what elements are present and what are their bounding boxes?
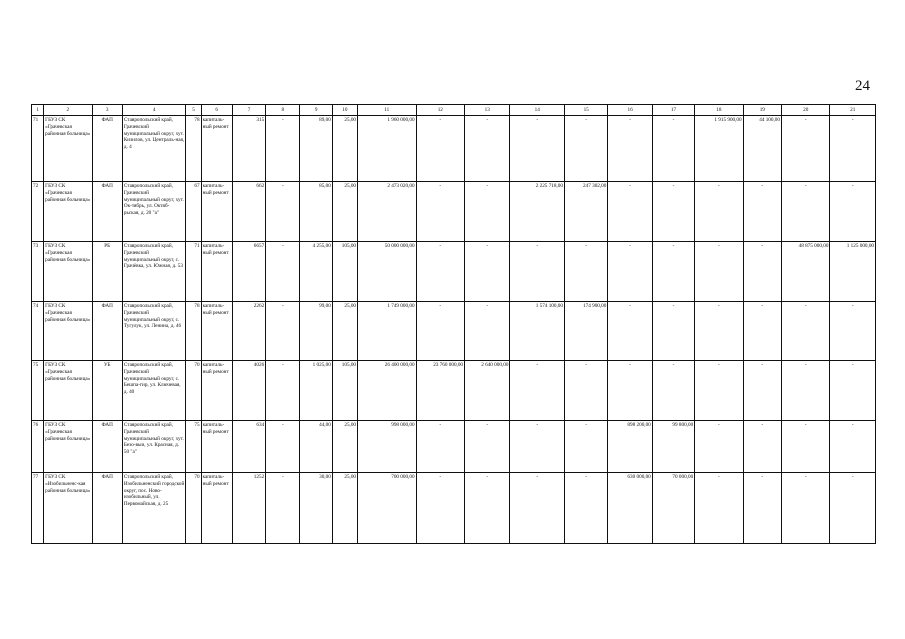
table-cell: 662 xyxy=(232,182,265,242)
table-cell: - xyxy=(416,116,464,182)
table-cell: 25,00 xyxy=(332,182,357,242)
table-cell: - xyxy=(266,242,300,302)
table-cell: - xyxy=(830,473,876,544)
col-header: 10 xyxy=(332,105,357,116)
table-cell: 247 302,00 xyxy=(564,182,607,242)
table-cell: 1252 xyxy=(232,473,265,544)
table-cell: 4026 xyxy=(232,361,265,421)
col-header: 17 xyxy=(652,105,694,116)
table-cell: ФАП xyxy=(92,473,122,544)
table-cell: ФАП xyxy=(92,302,122,361)
table-cell: - xyxy=(564,242,607,302)
table-cell: 26 400 000,00 xyxy=(358,361,417,421)
table-cell: - xyxy=(266,182,300,242)
table-cell: - xyxy=(695,302,743,361)
table-cell: - xyxy=(510,421,565,473)
table-cell: ГБУЗ СК «Грачевская районная больница» xyxy=(44,242,92,302)
table-cell: 630 000,00 xyxy=(608,473,652,544)
table-cell: 25,00 xyxy=(332,116,357,182)
col-header: 19 xyxy=(743,105,781,116)
col-header: 12 xyxy=(416,105,464,116)
table-cell: - xyxy=(830,361,876,421)
table-cell: 174 900,00 xyxy=(564,302,607,361)
table-cell: капиталь-ный ремонт xyxy=(201,421,232,473)
table-cell: 78 xyxy=(186,116,201,182)
table-cell: капиталь-ный ремонт xyxy=(201,242,232,302)
table-cell: ФАП xyxy=(92,116,122,182)
table-cell: 1 960 000,00 xyxy=(358,116,417,182)
table-cell: капиталь-ный ремонт xyxy=(201,116,232,182)
table-cell: 2 473 020,00 xyxy=(358,182,417,242)
table-cell: - xyxy=(608,361,652,421)
table-cell: - xyxy=(743,361,781,421)
table-cell: - xyxy=(743,182,781,242)
table-cell: 72 xyxy=(32,182,44,242)
table-cell: Ставропольский край, Грачевский муниципальный округ, хут. Безо-выи, ул. Красная, д. 50 "а" xyxy=(122,421,186,473)
data-table xyxy=(31,104,876,544)
table-cell: ФАП xyxy=(92,182,122,242)
table-cell: 77 xyxy=(32,473,44,544)
table-row xyxy=(32,302,876,361)
table-cell: 74 xyxy=(32,302,44,361)
table-cell: - xyxy=(416,242,464,302)
table-cell: - xyxy=(652,302,694,361)
table-cell: 85,00 xyxy=(300,182,332,242)
table-cell: 25,00 xyxy=(332,421,357,473)
table-cell: капиталь-ный ремонт xyxy=(201,361,232,421)
table-cell: 25,00 xyxy=(332,473,357,544)
table-cell: - xyxy=(465,242,510,302)
table-cell: 44 100,00 xyxy=(743,116,781,182)
table-cell: 71 xyxy=(32,116,44,182)
table-cell: - xyxy=(266,421,300,473)
table-cell: 70 xyxy=(186,361,201,421)
table-cell: 1 915 900,00 xyxy=(695,116,743,182)
table-cell: - xyxy=(695,182,743,242)
col-header: 11 xyxy=(358,105,417,116)
table-cell: 6657 xyxy=(232,242,265,302)
col-header: 3 xyxy=(92,105,122,116)
table-cell: - xyxy=(416,182,464,242)
table-cell: - xyxy=(781,302,829,361)
table-cell: 1 574 100,00 xyxy=(510,302,565,361)
table-cell: - xyxy=(266,116,300,182)
table-row xyxy=(32,182,876,242)
table-row xyxy=(32,473,876,544)
col-header: 13 xyxy=(465,105,510,116)
table-cell: - xyxy=(743,242,781,302)
col-header: 16 xyxy=(608,105,652,116)
table-cell: - xyxy=(608,116,652,182)
table-cell: 78 xyxy=(186,302,201,361)
table-cell: - xyxy=(465,302,510,361)
col-header: 18 xyxy=(695,105,743,116)
table-cell: 700 000,00 xyxy=(358,473,417,544)
table-cell: - xyxy=(781,361,829,421)
table-cell: ГБУЗ СК «Грачевская районная больница» xyxy=(44,302,92,361)
table-cell: - xyxy=(564,421,607,473)
table-row xyxy=(32,242,876,302)
table-cell: ГБУЗ СК «Изобильненс-кая районная больница» xyxy=(44,473,92,544)
table-cell: - xyxy=(266,302,300,361)
table-cell: 315 xyxy=(232,116,265,182)
table-cell: - xyxy=(652,361,694,421)
table-cell: Ставропольский край, Грачевский муниципальный округ, хут. Кизилов, ул. Централь-ная, д. 4 xyxy=(122,116,186,182)
col-header: 20 xyxy=(781,105,829,116)
table-cell: 998 000,00 xyxy=(358,421,417,473)
table-cell: ГБУЗ СК «Грачевская районная больница» xyxy=(44,116,92,182)
table-cell: 50 000 000,00 xyxy=(358,242,417,302)
table-cell: - xyxy=(695,421,743,473)
table-cell: - xyxy=(416,421,464,473)
table-cell: 75 xyxy=(186,421,201,473)
table-cell: - xyxy=(695,473,743,544)
table-cell: 105,00 xyxy=(332,242,357,302)
table-cell: 23 760 000,00 xyxy=(416,361,464,421)
table-cell: - xyxy=(608,182,652,242)
table-cell: 75 xyxy=(32,361,44,421)
table-cell: - xyxy=(695,242,743,302)
table-cell: - xyxy=(830,302,876,361)
table-cell: 634 xyxy=(232,421,265,473)
col-header: 2 xyxy=(44,105,92,116)
page-number: 24 xyxy=(855,78,870,94)
col-header: 21 xyxy=(830,105,876,116)
table-cell: 73 xyxy=(32,242,44,302)
table-cell: 71 xyxy=(186,242,201,302)
col-header: 14 xyxy=(510,105,565,116)
table-cell: - xyxy=(564,473,607,544)
col-header: 7 xyxy=(232,105,265,116)
table-cell: 1 025,00 xyxy=(300,361,332,421)
table-cell: - xyxy=(465,182,510,242)
table-cell: - xyxy=(608,242,652,302)
table-cell: 105,00 xyxy=(332,361,357,421)
table-cell: 898 200,00 xyxy=(608,421,652,473)
col-header: 9 xyxy=(300,105,332,116)
table-cell: - xyxy=(266,361,300,421)
col-header: 8 xyxy=(266,105,300,116)
col-header: 5 xyxy=(186,105,201,116)
table-cell: УБ xyxy=(92,361,122,421)
table-cell: - xyxy=(695,361,743,421)
table-cell: капиталь-ный ремонт xyxy=(201,182,232,242)
col-header: 4 xyxy=(122,105,186,116)
table-cell: - xyxy=(465,473,510,544)
table-cell: - xyxy=(743,421,781,473)
table-cell: 67 xyxy=(186,182,201,242)
table-cell: - xyxy=(266,473,300,544)
table-cell: - xyxy=(416,473,464,544)
table-cell: РБ xyxy=(92,242,122,302)
table-cell: - xyxy=(781,116,829,182)
table-cell: - xyxy=(416,302,464,361)
table-cell: 70 000,00 xyxy=(652,473,694,544)
table-cell: Ставропольский край, Грачевский муниципальный округ, с. Тугулук, ул. Ленина, д. 46 xyxy=(122,302,186,361)
table-cell: - xyxy=(781,182,829,242)
table-cell: ГБУЗ СК «Грачевская районная больница» xyxy=(44,421,92,473)
table-row xyxy=(32,361,876,421)
table-cell: Ставропольский край, Изобильненский городской округ, пос. Ново-изобильный, ул. Первомайская, д. 25 xyxy=(122,473,186,544)
col-header: 15 xyxy=(564,105,607,116)
table-cell: 2 225 718,00 xyxy=(510,182,565,242)
header-row xyxy=(32,105,876,116)
table-cell: ГБУЗ СК «Грачевская районная больница» xyxy=(44,182,92,242)
table-cell: 1 749 000,00 xyxy=(358,302,417,361)
table-cell: - xyxy=(465,421,510,473)
table-cell: - xyxy=(830,182,876,242)
table-cell: - xyxy=(652,242,694,302)
table-cell: ГБУЗ СК «Грачевская районная больница» xyxy=(44,361,92,421)
table-cell: 99,00 xyxy=(300,302,332,361)
table-cell: 25,00 xyxy=(332,302,357,361)
table-cell: ФАП xyxy=(92,421,122,473)
table-cell: 89,00 xyxy=(300,116,332,182)
table-cell: 4 255,00 xyxy=(300,242,332,302)
table-cell: - xyxy=(510,473,565,544)
table-cell: капиталь-ный ремонт xyxy=(201,302,232,361)
table-cell: капиталь-ный ремонт xyxy=(201,473,232,544)
table-cell: 44,00 xyxy=(300,421,332,473)
table-cell: Ставропольский край, Грачевский муниципальный округ, хут. Ок-тябрь, ул. Октяб-рьская, д. 20 "а" xyxy=(122,182,186,242)
table-row xyxy=(32,116,876,182)
table-cell: - xyxy=(510,242,565,302)
table-cell: - xyxy=(652,116,694,182)
table-cell: - xyxy=(830,116,876,182)
table-cell: - xyxy=(743,473,781,544)
table-cell: 30,00 xyxy=(300,473,332,544)
table-cell: 2 640 000,00 xyxy=(465,361,510,421)
table-cell: 48 875 000,00 xyxy=(781,242,829,302)
table-cell: - xyxy=(510,361,565,421)
col-header: 1 xyxy=(32,105,44,116)
table-cell: 76 xyxy=(32,421,44,473)
table-cell: - xyxy=(510,116,565,182)
table-cell: - xyxy=(781,421,829,473)
table-cell: 1 125 000,00 xyxy=(830,242,876,302)
table-cell: - xyxy=(564,116,607,182)
table-cell: - xyxy=(608,302,652,361)
table-cell: 70 xyxy=(186,473,201,544)
table-cell: 2262 xyxy=(232,302,265,361)
table-row xyxy=(32,421,876,473)
table-cell: - xyxy=(781,473,829,544)
table-cell: - xyxy=(564,361,607,421)
table-cell: Ставропольский край, Грачевский муниципальный округ, с. Грачёвка, ул. Южная, д. 53 xyxy=(122,242,186,302)
table-cell: - xyxy=(743,302,781,361)
table-cell: Ставропольский край, Грачевский муниципальный округ, с. Бешпа-гир, ул. Ключевая, д. 40 xyxy=(122,361,186,421)
table-cell: - xyxy=(465,116,510,182)
table-cell: - xyxy=(652,182,694,242)
table-cell: 99 800,00 xyxy=(652,421,694,473)
col-header: 6 xyxy=(201,105,232,116)
table-cell: - xyxy=(830,421,876,473)
